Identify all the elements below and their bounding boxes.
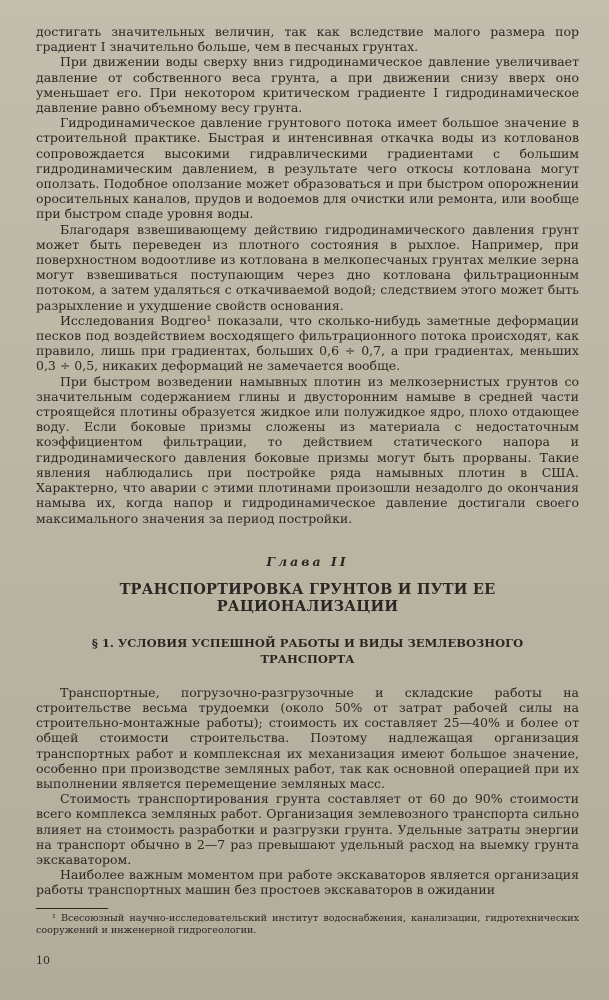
paragraph: Стоимость транспортирования грунта составляет от 60 до 90% стоимости всего комплекса земляных работ. Организация землевозного транспорта сильно влияет на стоимость разработки и разгрузки грунта. Удельные затраты энергии на транспорт обычно в 2—7 раз превышают удельный расход на выемку грунта экскаватором. (36, 791, 579, 867)
paragraph: При движении воды сверху вниз гидродинамическое давление увеличивает давление от собственного веса грунта, а при движении снизу вверх оно уменьшает его. При некотором критическом градиенте I гидродинамическое давление равно объемному весу грунта. (36, 54, 579, 116)
section-title: § 1. УСЛОВИЯ УСПЕШНОЙ РАБОТЫ И ВИДЫ ЗЕМЛЕВОЗНОГО ТРАНСПОРТА (91, 635, 524, 666)
paragraph: Наиболее важным моментом при работе экскаваторов является организация работы транспортных машин без простоев экскаваторов в ожидании (36, 867, 579, 898)
chapter-title: ТРАНСПОРТИРОВКА ГРУНТОВ И ПУТИ ЕЕ РАЦИОНАЛИЗАЦИИ (119, 580, 496, 615)
paragraph: Транспортные, погрузочно-разгрузочные и складские работы на строительстве весьма трудоемки (около 50% от затрат рабочей силы на строительно-монтажные работы); стоимость их составляет 25—40% и более от общей стоимости строительства. Поэтому надлежащая организация транспортных работ и комплексная их механизация имеют большое значение, особенно при производстве земляных работ, так как основной операцией при их выполнении является перемещение земляных масс. (36, 684, 579, 791)
paragraph: Исследования Водгео¹ показали, что сколько-нибудь заметные деформации песков под воздействием восходящего фильтрационного потока происходят, как правило, лишь при градиентах, больших 0,6 ÷ 0,7, а при градиентах, меньших 0,3 ÷ 0,5, никаких деформаций не замечается вообще. (36, 312, 579, 374)
paragraph: достигать значительных величин, так как вследствие малого размера пор градиент I значительно больше, чем в песчаных грунтах. (36, 24, 579, 55)
section-text-block (36, 685, 579, 898)
footnote: ¹ Всесоюзный научно-исследовательский институт водоснабжения, канализации, гидротехнических сооружений и инженерной гидрогеологии. (36, 912, 579, 937)
paragraph: Благодаря взвешивающему действию гидродинамического давления грунт может быть переведен из плотного состояния в рыхлое. Например, при поверхностном водоотливе из котлована в мелкопесчаных грунтах мелкие зерна могут взвешиваться поступающим через дно котлована фильтрационным потоком, а затем удаляться с откачиваемой водой; следствием этого может быть разрыхление и ухудшение свойств основания. (36, 221, 579, 313)
paragraph: При быстром возведении намывных плотин из мелкозернистых грунтов со значительным содержанием глины и двусторонним намыве в средней части строящейся плотины образуется жидкое или полужидкое ядро, плохо отдающее воду. Если боковые призмы сложены из материала с недостаточным коэффициентом фильтрации, то действием статического напора и гидродинамического давления боковые призмы могут быть прорваны. Такие явления наблюдались при постройке ряда намывных плотин в США. Характерно, что аварии с этими плотинами произошли незадолго до окончания намыва их, когда напор и гидродинамическое давление достигали своего максимального значения за период постройки. (36, 373, 579, 526)
page-number: 10 (36, 954, 50, 967)
top-text-block (36, 0, 579, 526)
chapter-label: Глава II (266, 553, 349, 569)
paragraph: Гидродинамическое давление грунтового потока имеет большое значение в строительной практике. Быстрая и интенсивная откачка воды из котлованов сопровождается высокими гидравлическими градиентами с большим гидродинамическим давлением, в результате чего откосы котлована могут оползать. Подобное оползание может образоваться и при быстром опорожнении оросительных каналов, прудов и водоемов для очистки или ремонта, или вообще при быстром спаде уровня воды. (36, 115, 579, 222)
footnote-rule (36, 908, 108, 909)
